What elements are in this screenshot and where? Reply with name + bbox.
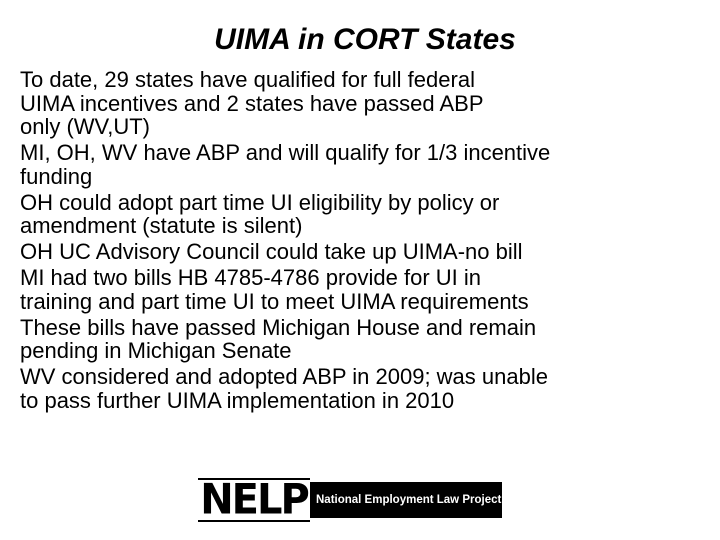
bullet-line: to pass further UIMA implementation in 2010	[20, 387, 455, 413]
bullet-line: only (WV,UT)	[20, 114, 150, 139]
bullet-item	[20, 240, 710, 264]
bullet-line: OH could adopt part time UI eligibility by policy or	[20, 189, 500, 215]
bullet-line: amendment (statute is silent)	[20, 213, 303, 238]
bullet-item	[20, 266, 710, 313]
nelp-logo	[198, 478, 502, 522]
bullet-line: MI had two bills HB 4785-4786 provide for UI in	[20, 265, 482, 290]
bullet-item	[20, 141, 710, 188]
bullet-line: To date, 29 states have qualified for full federal	[20, 67, 475, 92]
bullet-line: pending in Michigan Senate	[20, 338, 292, 363]
bullet-list	[20, 68, 710, 415]
bullet-item	[20, 365, 710, 412]
bullet-line: training and part time UI to meet UIMA requirements	[20, 288, 529, 314]
bullet-line: MI, OH, WV have ABP and will qualify for 1/3 incentive	[20, 140, 551, 165]
bullet-item	[20, 68, 710, 139]
nelp-logo-mark	[198, 478, 310, 522]
bullet-line: These bills have passed Michigan House and remain	[20, 314, 537, 340]
bullet-item	[20, 316, 710, 363]
bullet-line: funding	[20, 163, 93, 189]
bullet-line: WV considered and adopted ABP in 2009; was unable	[20, 364, 548, 389]
nelp-logo-wordmark: NELP	[200, 478, 308, 522]
nelp-logo-tagline: National Employment Law Project	[310, 482, 502, 518]
slide-title: UIMA in CORT States	[214, 23, 516, 56]
bullet-item	[20, 191, 710, 238]
bullet-line: OH UC Advisory Council could take up UIMA-no bill	[20, 239, 523, 264]
bullet-line: UIMA incentives and 2 states have passed ABP	[20, 90, 484, 116]
